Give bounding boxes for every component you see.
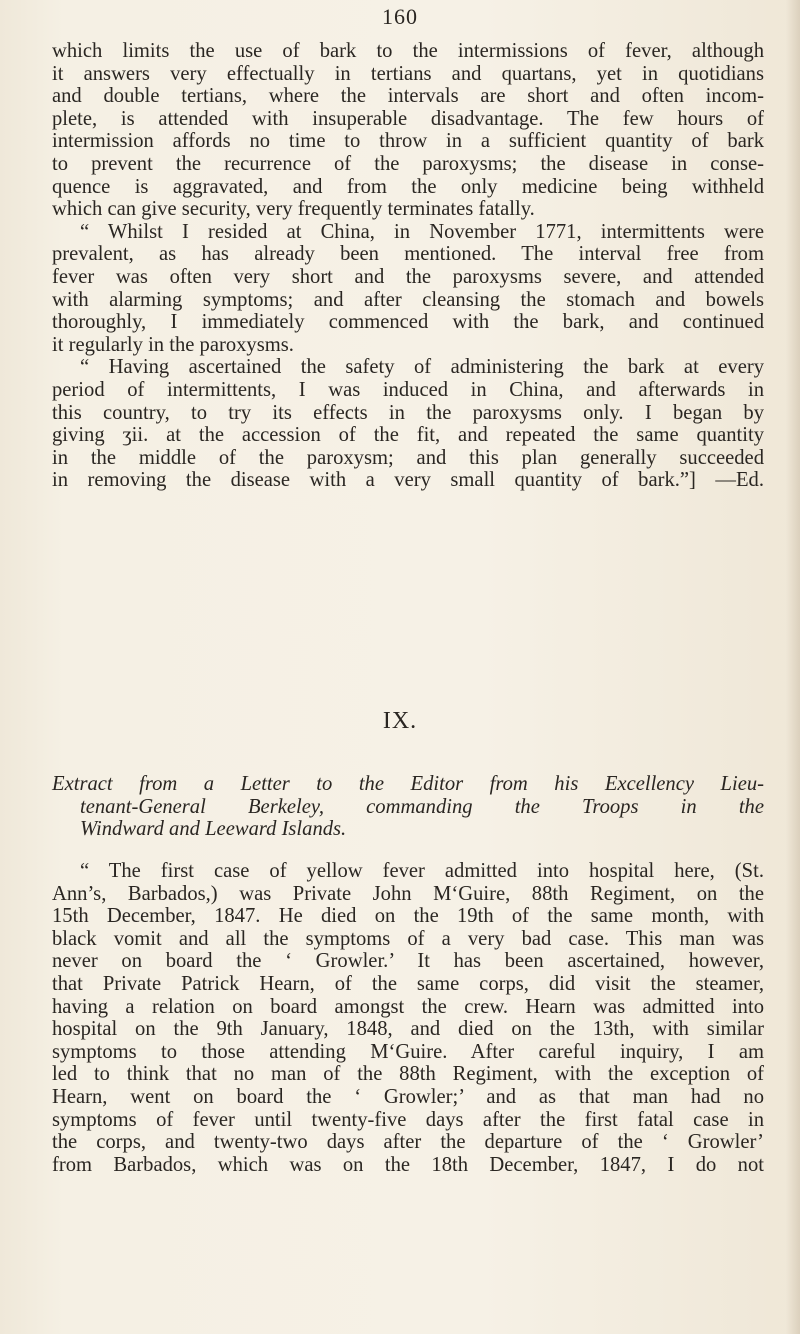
paragraph-1: [52, 40, 764, 221]
text-line: with alarming symptoms; and after cleansing the stomach and bowels: [52, 288, 764, 311]
text-line: and double tertians, where the intervals are short and often incom-: [52, 85, 764, 108]
title-line: Windward and Leeward Islands.: [80, 818, 347, 841]
section-heading: IX.: [382, 708, 418, 734]
text-line: in the middle of the paroxysm; and this plan generally succeeded: [52, 446, 764, 469]
text-line: the corps, and twenty-two days after the departure of the ‘ Growler’: [52, 1131, 764, 1154]
text-line: to prevent the recurrence of the paroxysms; the disease in conse-: [52, 152, 764, 175]
letter-body: [52, 860, 764, 1176]
text-line: giving ʒii. at the accession of the fit, and repeated the same quantity: [52, 424, 764, 447]
text-line: prevalent, as has already been mentioned. The interval free from: [52, 243, 764, 266]
text-line: led to think that no man of the 88th Regiment, with the exception of: [52, 1063, 764, 1086]
top-text-block: [52, 40, 764, 492]
text-line: in removing the disease with a very small quantity of bark.”] —Ed.: [52, 469, 764, 492]
text-line: this country, to try its effects in the paroxysms only. I began by: [52, 401, 764, 424]
text-line: “ The first case of yellow fever admitted into hospital here, (St.: [80, 860, 764, 882]
text-line: which limits the use of bark to the intermissions of fever, although: [52, 40, 764, 62]
text-line: never on board the ‘ Growler.’ It has been ascertained, however,: [52, 950, 764, 973]
page-edge-shadow: [786, 0, 800, 1334]
text-line: it answers very effectually in tertians and quartans, yet in quotidians: [52, 62, 764, 85]
text-line: thoroughly, I immediately commenced with the bark, and continued: [52, 311, 764, 334]
title-line: Extract from a Letter to the Editor from his Excellency Lieu-: [52, 773, 764, 795]
text-line: Hearn, went on board the ‘ Growler;’ and as that man had no: [52, 1085, 764, 1108]
text-line: 15th December, 1847. He died on the 19th of the same month, with: [52, 905, 764, 928]
paragraph-3: [52, 356, 764, 492]
text-line: from Barbados, which was on the 18th December, 1847, I do not: [52, 1153, 764, 1176]
text-line: which can give security, very frequently terminates fatally.: [52, 198, 535, 221]
text-line: “ Whilst I resided at China, in November 1771, intermittents were: [80, 220, 764, 243]
text-line: period of intermittents, I was induced in China, and afterwards in: [52, 378, 764, 401]
text-line: Ann’s, Barbados,) was Private John M‘Guire, 88th Regiment, on the: [52, 882, 764, 905]
text-line: plete, is attended with insuperable disadvantage. The few hours of: [52, 107, 764, 130]
title-line: tenant-General Berkeley, commanding the Troops in the: [80, 795, 764, 818]
page-number: 160: [382, 4, 418, 29]
text-line: having a relation on board amongst the crew. Hearn was admitted into: [52, 995, 764, 1018]
text-line: symptoms to those attending M‘Guire. After careful inquiry, I am: [52, 1040, 764, 1063]
text-line: symptoms of fever until twenty-five days after the first fatal case in: [52, 1108, 764, 1131]
extract-title: [52, 773, 764, 841]
text-line: quence is aggravated, and from the only medicine being withheld: [52, 175, 764, 198]
text-line: it regularly in the paroxysms.: [52, 333, 294, 356]
text-line: “ Having ascertained the safety of administering the bark at every: [80, 356, 764, 379]
text-line: fever was often very short and the paroxysms severe, and attended: [52, 265, 764, 288]
text-line: black vomit and all the symptoms of a very bad case. This man was: [52, 927, 764, 950]
text-line: that Private Patrick Hearn, of the same corps, did visit the steamer,: [52, 972, 764, 995]
text-line: intermission affords no time to throw in a sufficient quantity of bark: [52, 130, 764, 153]
text-line: hospital on the 9th January, 1848, and died on the 13th, with similar: [52, 1018, 764, 1041]
paragraph-2: [52, 221, 764, 357]
